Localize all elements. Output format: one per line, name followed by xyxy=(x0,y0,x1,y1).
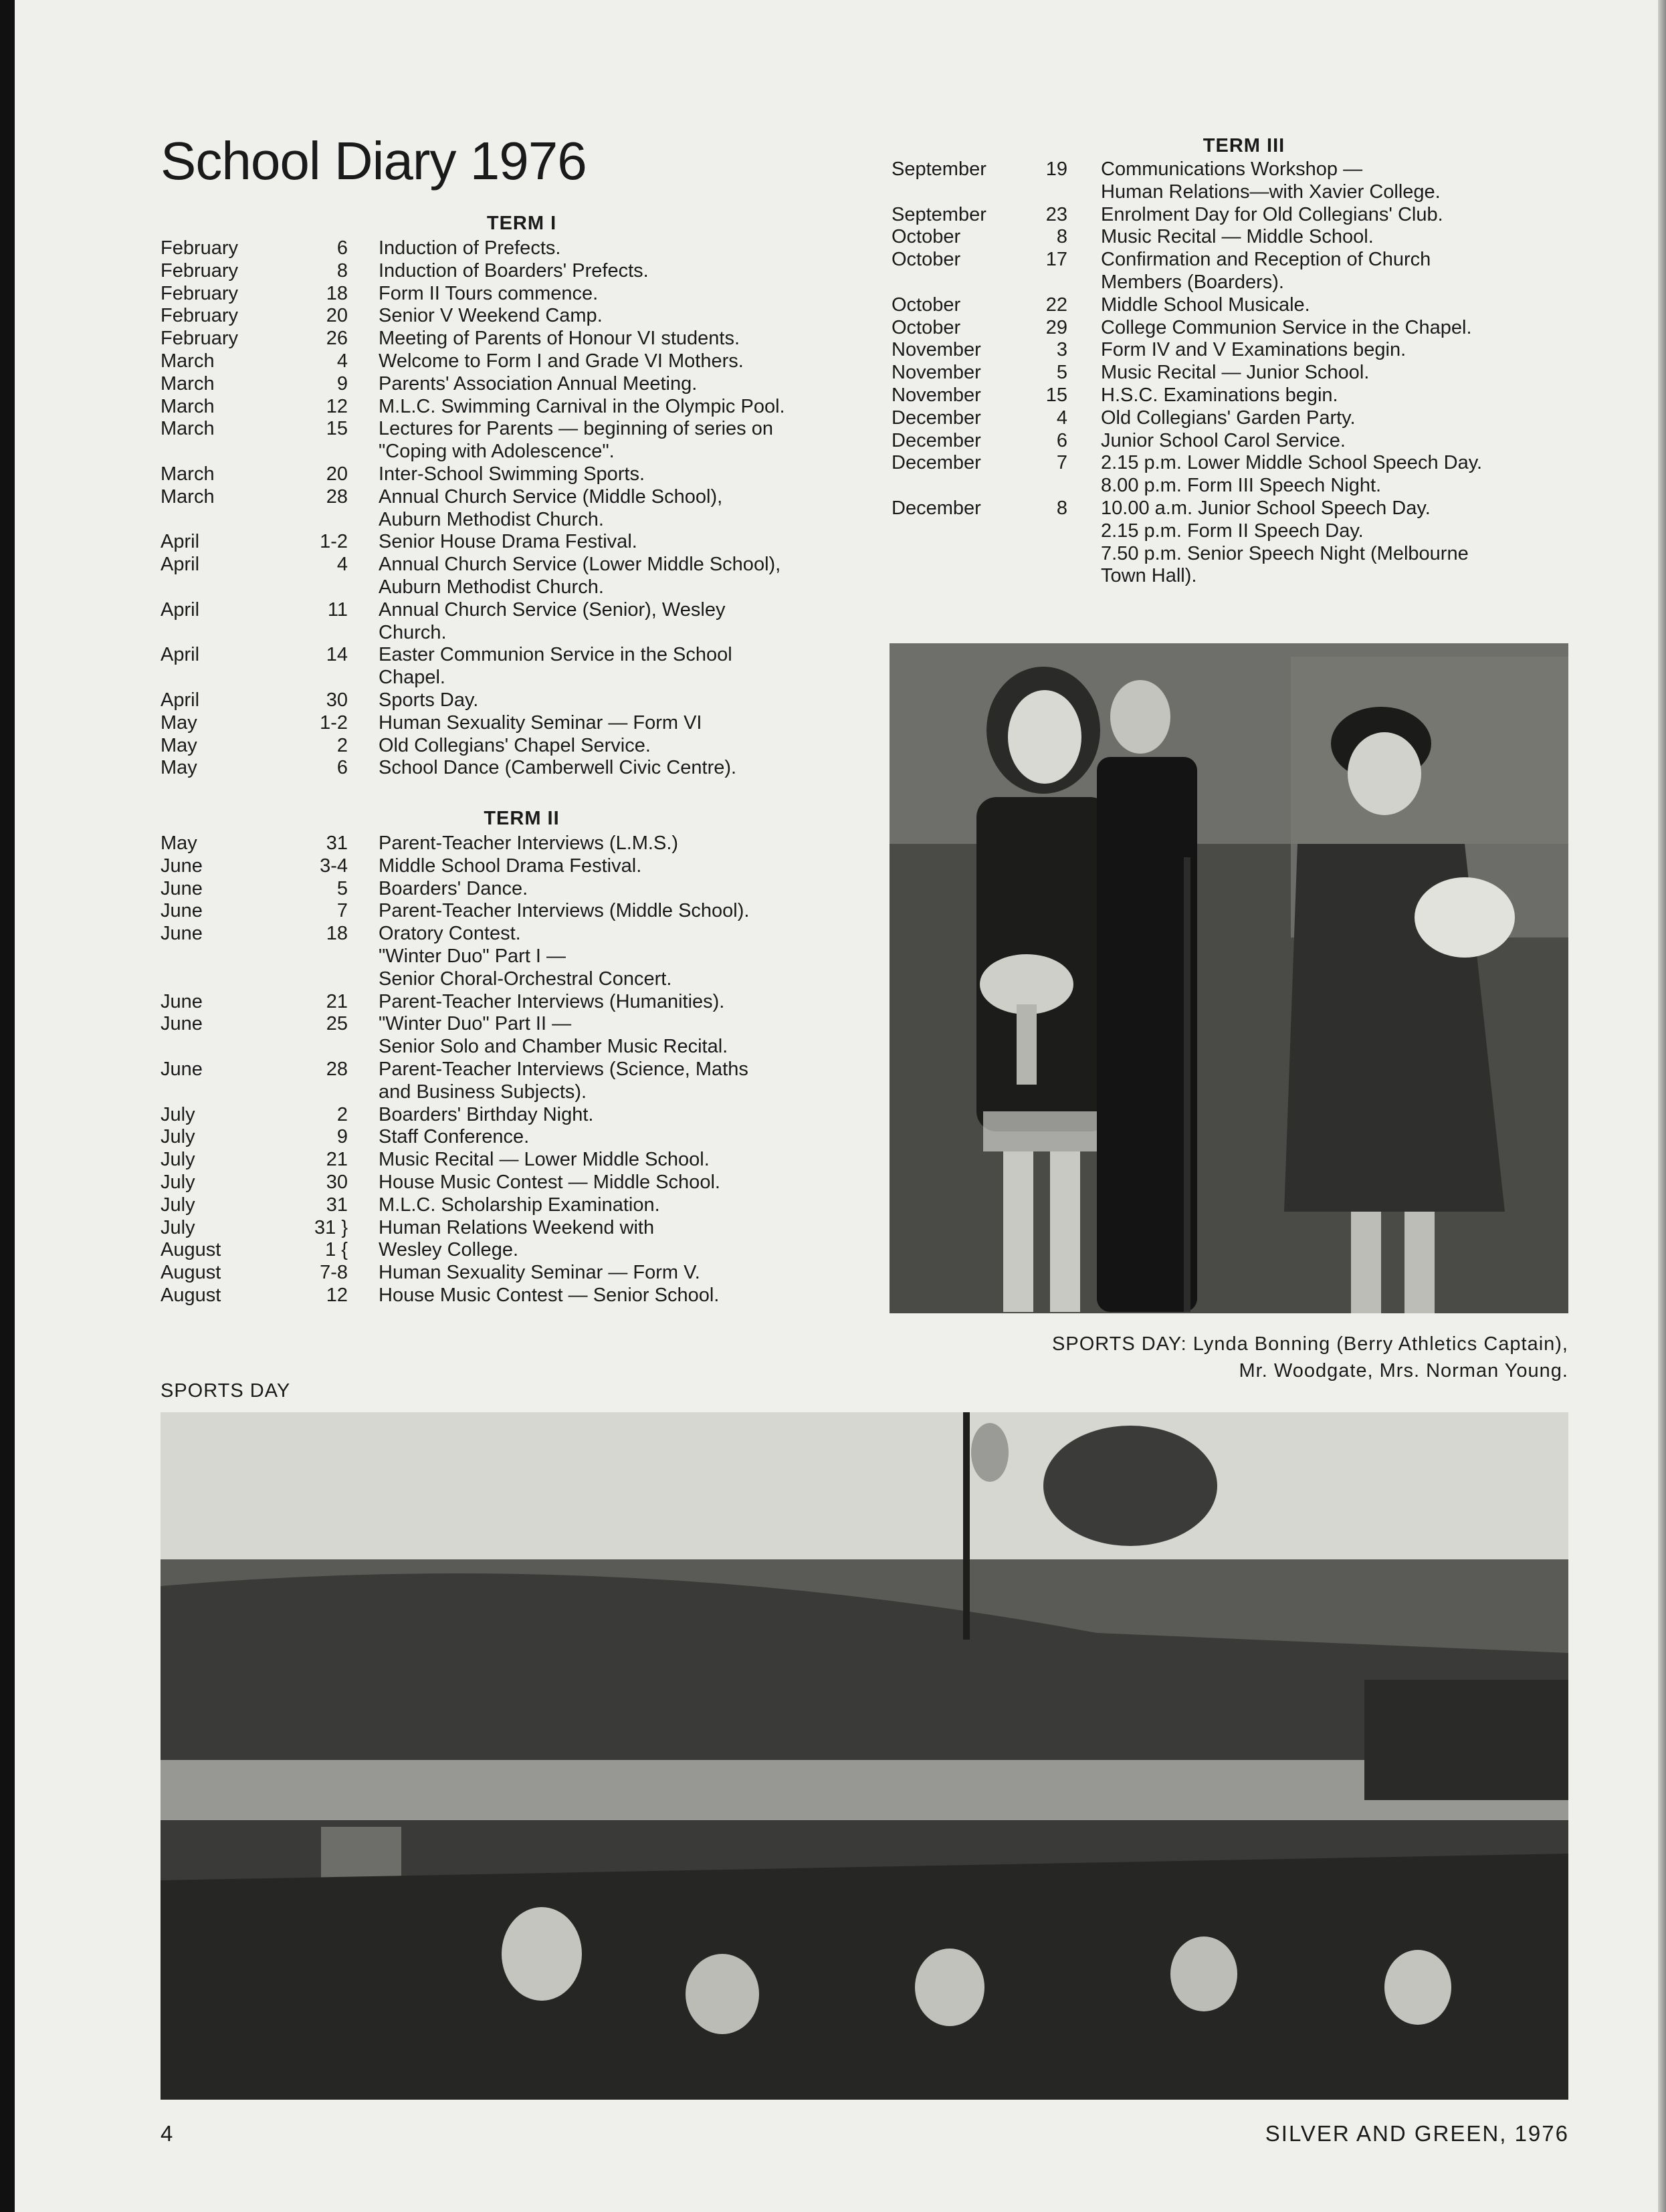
entry-month: May xyxy=(161,757,197,779)
entry-month: June xyxy=(161,855,203,877)
entry-month: June xyxy=(161,923,203,945)
entry-day: 17 xyxy=(1045,249,1067,271)
entry-day: 20 xyxy=(326,305,348,327)
diary-entry xyxy=(892,226,1574,249)
entry-month: March xyxy=(161,350,215,372)
diary-entry xyxy=(161,373,849,396)
diary-entry xyxy=(161,1194,849,1217)
entry-day: 28 xyxy=(326,485,348,508)
entry-day: 2 xyxy=(336,734,348,756)
entry-event: "Winter Duo" Part II — Senior Solo and Chamber Music Recital. xyxy=(379,1013,728,1058)
entry-event: Confirmation and Reception of Church Members (Boarders). xyxy=(1101,249,1431,293)
sports-day-trophy-photo xyxy=(890,643,1568,1313)
entry-day: 15 xyxy=(1045,384,1067,406)
entry-event: Form IV and V Examinations begin. xyxy=(1101,339,1407,361)
page-title: School Diary 1976 xyxy=(161,131,587,191)
diary-entry xyxy=(161,1149,849,1172)
diary-entry xyxy=(161,1104,849,1127)
entry-event: Parent-Teacher Interviews (Humanities). xyxy=(379,990,725,1012)
entry-event: Middle School Musicale. xyxy=(1101,294,1310,316)
entry-event: Induction of Boarders' Prefects. xyxy=(379,259,649,282)
diary-entry xyxy=(161,991,849,1014)
page-edge-left xyxy=(0,0,15,2212)
entry-event: Old Collegians' Chapel Service. xyxy=(379,734,651,756)
entry-day: 12 xyxy=(326,1284,348,1306)
caption-line-2: Mr. Woodgate, Mrs. Norman Young. xyxy=(1239,1360,1568,1381)
entry-month: April xyxy=(161,531,200,553)
entry-month: March xyxy=(161,463,215,485)
page-number: 4 xyxy=(161,2121,175,2146)
entry-month: November xyxy=(892,362,981,384)
diary-entry xyxy=(892,158,1574,204)
term-2-heading: TERM II xyxy=(484,808,560,829)
term-1-heading: TERM I xyxy=(486,213,557,234)
entry-month: April xyxy=(161,689,200,711)
entry-event: College Communion Service in the Chapel. xyxy=(1101,316,1472,338)
entry-month: December xyxy=(892,407,981,429)
entry-event: Inter-School Swimming Sports. xyxy=(379,463,645,485)
diary-entry xyxy=(161,486,849,532)
diary-entry xyxy=(161,599,849,645)
entry-day: 22 xyxy=(1045,294,1067,316)
entry-month: September xyxy=(892,203,986,225)
term-3-heading: TERM III xyxy=(1203,135,1285,156)
entry-event: Easter Communion Service in the School Chapel. xyxy=(379,644,732,689)
entry-month: June xyxy=(161,990,203,1012)
diary-entry xyxy=(161,1059,849,1104)
entry-day: 20 xyxy=(326,463,348,485)
entry-event: Music Recital — Middle School. xyxy=(1101,226,1374,248)
entry-day: 7 xyxy=(336,900,348,922)
diary-entry xyxy=(892,384,1574,407)
entry-day: 4 xyxy=(336,554,348,576)
diary-entry xyxy=(161,396,849,419)
term-1-list xyxy=(161,237,849,780)
entry-day: 6 xyxy=(336,757,348,779)
entry-day: 7-8 xyxy=(320,1262,348,1284)
entry-month: February xyxy=(161,305,239,327)
entry-day: 21 xyxy=(326,1149,348,1171)
entry-day: 5 xyxy=(1056,362,1067,384)
entry-month: March xyxy=(161,395,215,417)
entry-month: July xyxy=(161,1216,195,1238)
entry-month: November xyxy=(892,384,981,406)
entry-month: July xyxy=(161,1149,195,1171)
diary-entry xyxy=(161,644,849,689)
entry-day: 26 xyxy=(326,328,348,350)
entry-day: 7 xyxy=(1056,452,1067,474)
entry-day: 3-4 xyxy=(320,855,348,877)
entry-month: October xyxy=(892,226,961,248)
diary-entry xyxy=(892,452,1574,497)
term-2-list xyxy=(161,833,849,1307)
entry-day: 1 { xyxy=(325,1239,348,1261)
entry-month: July xyxy=(161,1171,195,1193)
entry-day: 2 xyxy=(336,1103,348,1125)
entry-day: 11 xyxy=(327,598,348,621)
entry-event: Wesley College. xyxy=(379,1239,519,1261)
entry-month: July xyxy=(161,1126,195,1148)
entry-event: House Music Contest — Middle School. xyxy=(379,1171,720,1193)
entry-event: 2.15 p.m. Lower Middle School Speech Day. 8.00 p.m. Form III Speech Night. xyxy=(1101,452,1483,497)
diary-entry xyxy=(161,1285,849,1307)
entry-month: June xyxy=(161,900,203,922)
entry-day: 25 xyxy=(326,1013,348,1035)
diary-entry xyxy=(161,1262,849,1285)
entry-day: 23 xyxy=(1045,203,1067,225)
entry-day: 8 xyxy=(336,259,348,282)
diary-entry xyxy=(161,1126,849,1149)
diary-entry xyxy=(161,689,849,712)
entry-day: 31 } xyxy=(314,1216,348,1238)
entry-month: October xyxy=(892,249,961,271)
sports-day-trophy-caption xyxy=(890,1331,1568,1384)
term-3-list xyxy=(892,158,1574,588)
entry-day: 9 xyxy=(336,1126,348,1148)
entry-month: November xyxy=(892,339,981,361)
entry-month: April xyxy=(161,644,200,666)
entry-event: M.L.C. Scholarship Examination. xyxy=(379,1194,660,1216)
diary-entry xyxy=(161,1217,849,1240)
entry-month: March xyxy=(161,372,215,395)
entry-month: April xyxy=(161,554,200,576)
diary-entry xyxy=(892,339,1574,362)
diary-entry xyxy=(161,757,849,780)
entry-month: May xyxy=(161,734,197,756)
entry-month: June xyxy=(161,1058,203,1080)
entry-month: March xyxy=(161,485,215,508)
entry-month: August xyxy=(161,1239,221,1261)
entry-month: December xyxy=(892,452,981,474)
diary-entry xyxy=(892,362,1574,384)
entry-event: Parents' Association Annual Meeting. xyxy=(379,372,698,395)
entry-month: July xyxy=(161,1194,195,1216)
diary-entry xyxy=(892,294,1574,317)
entry-day: 3 xyxy=(1056,339,1067,361)
entry-month: December xyxy=(892,429,981,451)
entry-month: March xyxy=(161,418,215,440)
entry-event: Junior School Carol Service. xyxy=(1101,429,1346,451)
entry-day: 12 xyxy=(326,395,348,417)
diary-entry xyxy=(892,249,1574,294)
entry-event: Boarders' Birthday Night. xyxy=(379,1103,594,1125)
diary-entry xyxy=(161,1013,849,1059)
entry-event: Parent-Teacher Interviews (L.M.S.) xyxy=(379,833,679,854)
entry-event: House Music Contest — Senior School. xyxy=(379,1284,720,1306)
entry-event: Human Sexuality Seminar — Form V. xyxy=(379,1262,700,1284)
entry-event: Lectures for Parents — beginning of series on "Coping with Adolescence". xyxy=(379,418,773,463)
entry-event: Senior House Drama Festival. xyxy=(379,531,637,553)
entry-event: 10.00 a.m. Junior School Speech Day. 2.15 p.m. Form II Speech Day. 7.50 p.m. Senior Speech Night (Melbourne Town Hall). xyxy=(1101,497,1469,587)
entry-event: H.S.C. Examinations begin. xyxy=(1101,384,1338,406)
entry-day: 8 xyxy=(1056,226,1067,248)
entry-event: M.L.C. Swimming Carnival in the Olympic Pool. xyxy=(379,395,785,417)
entry-event: Middle School Drama Festival. xyxy=(379,855,642,877)
entry-event: Human Sexuality Seminar — Form VI xyxy=(379,711,702,734)
diary-entry xyxy=(161,833,849,855)
entry-event: Meeting of Parents of Honour VI students. xyxy=(379,328,740,350)
entry-month: February xyxy=(161,237,239,259)
entry-month: May xyxy=(161,833,197,854)
entry-day: 28 xyxy=(326,1058,348,1080)
entry-event: Enrolment Day for Old Collegians' Club. xyxy=(1101,203,1443,225)
entry-event: Sports Day. xyxy=(379,689,479,711)
diary-entry xyxy=(161,237,849,260)
diary-entry xyxy=(892,497,1574,588)
entry-event: Welcome to Form I and Grade VI Mothers. xyxy=(379,350,744,372)
entry-month: February xyxy=(161,259,239,282)
entry-day: 1-2 xyxy=(320,711,348,734)
diary-entry xyxy=(892,204,1574,227)
diary-entry xyxy=(161,1172,849,1194)
diary-entry xyxy=(161,305,849,328)
entry-event: Communications Workshop — Human Relations—with Xavier College. xyxy=(1101,158,1441,203)
entry-event: Staff Conference. xyxy=(379,1126,530,1148)
entry-month: February xyxy=(161,328,239,350)
diary-entry xyxy=(161,878,849,901)
entry-month: June xyxy=(161,1013,203,1035)
entry-event: Induction of Prefects. xyxy=(379,237,561,259)
entry-event: Annual Church Service (Middle School), Auburn Methodist Church. xyxy=(379,485,723,530)
diary-entry xyxy=(161,855,849,878)
entry-day: 4 xyxy=(336,350,348,372)
entry-day: 15 xyxy=(326,418,348,440)
entry-month: July xyxy=(161,1103,195,1125)
entry-event: Old Collegians' Garden Party. xyxy=(1101,407,1356,429)
entry-day: 6 xyxy=(1056,429,1067,451)
trophy-photo-illustration xyxy=(890,643,1568,1313)
entry-month: August xyxy=(161,1284,221,1306)
diary-entry xyxy=(161,283,849,306)
entry-day: 30 xyxy=(326,1171,348,1193)
sports-day-crowd-photo xyxy=(161,1412,1568,2100)
entry-day: 18 xyxy=(326,923,348,945)
entry-event: Boarders' Dance. xyxy=(379,877,528,899)
diary-entry xyxy=(161,712,849,735)
diary-entry xyxy=(892,317,1574,340)
entry-day: 1-2 xyxy=(320,531,348,553)
entry-day: 9 xyxy=(336,372,348,395)
diary-entry xyxy=(892,430,1574,453)
entry-day: 4 xyxy=(1056,407,1067,429)
entry-month: August xyxy=(161,1262,221,1284)
diary-entry xyxy=(161,1239,849,1262)
diary-entry xyxy=(161,554,849,599)
entry-event: Oratory Contest. "Winter Duo" Part I — Senior Choral-Orchestral Concert. xyxy=(379,923,672,990)
entry-month: February xyxy=(161,282,239,304)
entry-month: October xyxy=(892,294,961,316)
sports-day-crowd-caption: SPORTS DAY xyxy=(161,1380,291,1402)
entry-day: 29 xyxy=(1045,316,1067,338)
entry-event: School Dance (Camberwell Civic Centre). xyxy=(379,757,737,779)
entry-day: 31 xyxy=(326,833,348,854)
entry-event: Annual Church Service (Senior), Wesley Church. xyxy=(379,598,726,643)
diary-entry xyxy=(161,735,849,758)
entry-month: May xyxy=(161,711,197,734)
entry-day: 31 xyxy=(326,1194,348,1216)
diary-entry xyxy=(161,418,849,463)
crowd-photo-illustration xyxy=(161,1412,1568,2100)
diary-entry xyxy=(161,260,849,283)
diary-entry xyxy=(161,531,849,554)
entry-day: 8 xyxy=(1056,497,1067,519)
diary-entry xyxy=(161,463,849,486)
entry-event: Human Relations Weekend with xyxy=(379,1216,655,1238)
page-edge-right xyxy=(1658,0,1666,2212)
entry-event: Parent-Teacher Interviews (Science, Maths and Business Subjects). xyxy=(379,1058,748,1103)
entry-month: October xyxy=(892,316,961,338)
diary-entry xyxy=(161,350,849,373)
entry-event: Senior V Weekend Camp. xyxy=(379,305,603,327)
entry-day: 6 xyxy=(336,237,348,259)
entry-event: Music Recital — Junior School. xyxy=(1101,362,1370,384)
entry-day: 18 xyxy=(326,282,348,304)
entry-event: Annual Church Service (Lower Middle School), Auburn Methodist Church. xyxy=(379,554,781,598)
publication-title: SILVER AND GREEN, 1976 xyxy=(1265,2121,1569,2146)
entry-day: 5 xyxy=(336,877,348,899)
entry-month: December xyxy=(892,497,981,519)
diary-entry xyxy=(892,407,1574,430)
entry-day: 21 xyxy=(326,990,348,1012)
entry-day: 30 xyxy=(326,689,348,711)
entry-event: Music Recital — Lower Middle School. xyxy=(379,1149,710,1171)
entry-day: 14 xyxy=(326,644,348,666)
entry-day: 19 xyxy=(1045,158,1067,180)
diary-entry xyxy=(161,328,849,350)
entry-month: September xyxy=(892,158,986,180)
entry-month: June xyxy=(161,877,203,899)
entry-event: Form II Tours commence. xyxy=(379,282,599,304)
entry-month: April xyxy=(161,598,200,621)
entry-event: Parent-Teacher Interviews (Middle School). xyxy=(379,900,750,922)
diary-entry xyxy=(161,923,849,990)
diary-entry xyxy=(161,900,849,923)
caption-line-1: SPORTS DAY: Lynda Bonning (Berry Athletics Captain), xyxy=(1052,1333,1568,1355)
